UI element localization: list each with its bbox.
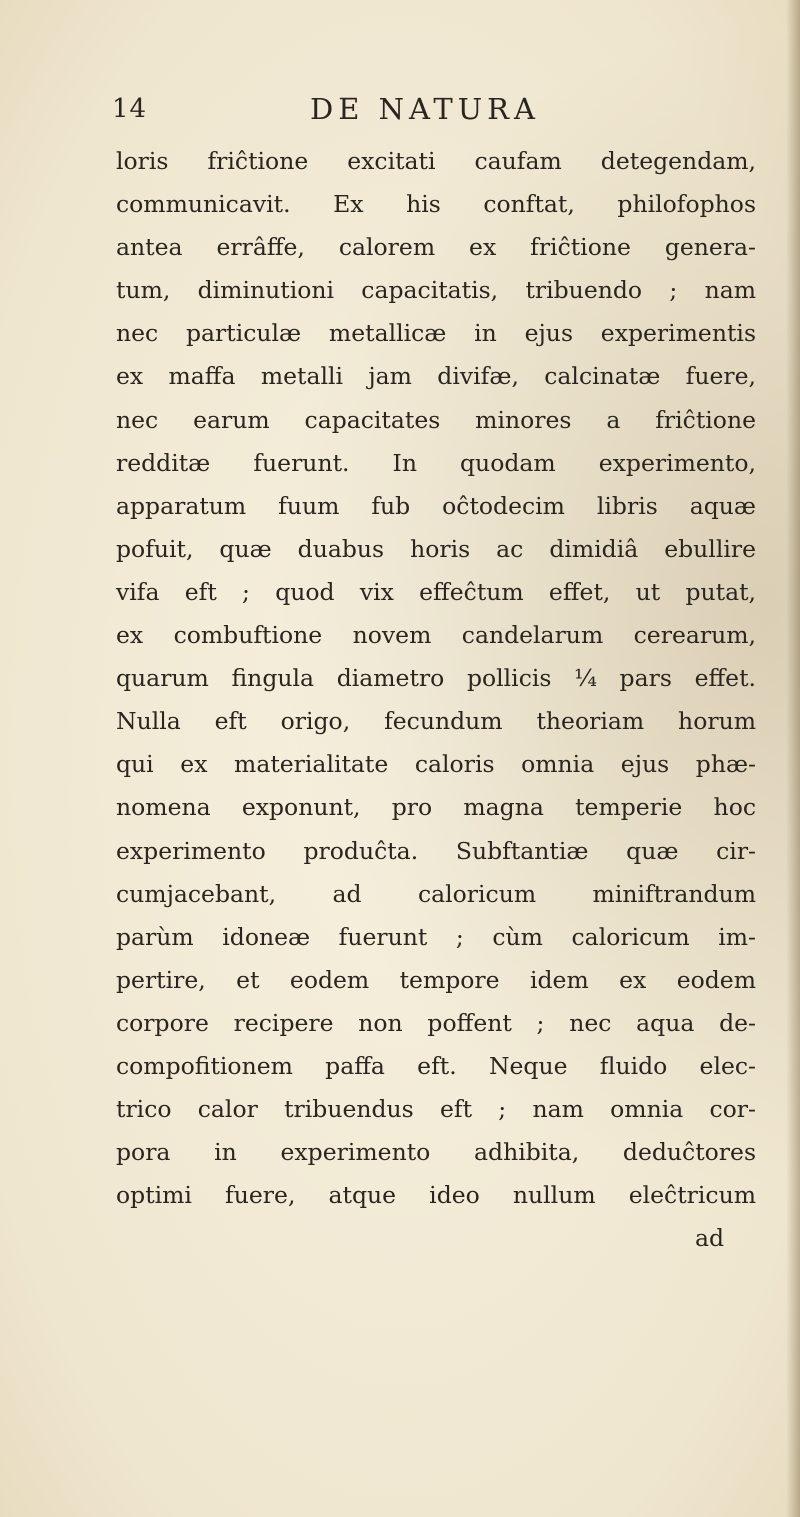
text-line: Nulla eft origo, fecundum theoriam horum (116, 707, 756, 736)
text-line: redditæ fuerunt. In quodam experimento, (116, 448, 756, 477)
body-text (116, 140, 756, 1260)
text-line: vifa eft ; quod vix effeĉtum effet, ut putat, (116, 577, 756, 606)
text-line: trico calor tribuendus eft ; nam omnia cor- (116, 1095, 756, 1124)
text-line: nomena exponunt, pro magna temperie hoc (116, 793, 756, 822)
text-line: quarum fingula diametro pollicis ¼ pars effet. (116, 664, 756, 693)
text-line: pofuit, quæ duabus horis ac dimidiâ ebullire (116, 534, 756, 563)
running-head (0, 92, 800, 132)
text-line: corpore recipere non poffent ; nec aqua de- (116, 1008, 756, 1037)
text-line: tum, diminutioni capacitatis, tribuendo ; nam (116, 276, 756, 305)
text-line: experimento produĉta. Subftantiæ quæ cir- (116, 836, 756, 865)
text-line: loris friĉtione excitati caufam detegendam, (116, 147, 756, 175)
catchword: ad (694, 1224, 724, 1253)
running-head-title: DE NATURA (310, 92, 540, 126)
text-line: nec earum capacitates minores a friĉtione (116, 405, 756, 434)
text-line: cumjacebant, ad caloricum miniftrandum (116, 879, 756, 908)
text-line: antea errâffe, calorem ex friĉtione genera- (116, 233, 756, 262)
text-line: pora in experimento adhibita, deduĉtores (116, 1138, 756, 1167)
text-line: apparatum fuum fub oĉtodecim libris aquæ (116, 491, 756, 520)
text-line: compofitionem paffa eft. Neque fluido elec- (116, 1051, 756, 1080)
page-edge-shadow (786, 0, 800, 1517)
text-line: pertire, et eodem tempore idem ex eodem (116, 965, 756, 994)
text-line: optimi fuere, atque ideo nullum eleĉtricum (116, 1181, 756, 1210)
text-line: ex combuftione novem candelarum cerearum, (116, 621, 756, 650)
text-line: communicavit. Ex his conftat, philofophos (116, 190, 756, 219)
text-line: nec particulæ metallicæ in ejus experimentis (116, 319, 756, 348)
page-number: 14 (112, 94, 148, 124)
text-line: parùm idoneæ fuerunt ; cùm caloricum im- (116, 922, 756, 951)
text-line: ex maffa metalli jam divifæ, calcinatæ fuere, (116, 362, 756, 391)
text-line: qui ex materialitate caloris omnia ejus phæ- (116, 750, 756, 779)
